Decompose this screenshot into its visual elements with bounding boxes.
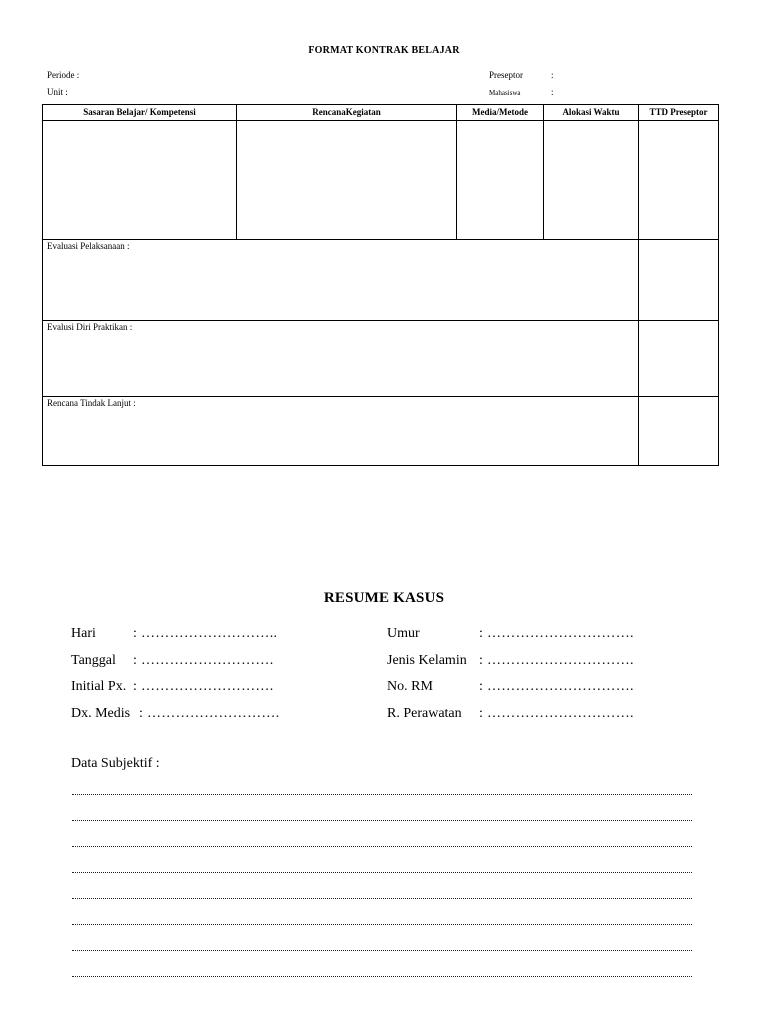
ttd-cell[interactable]	[639, 121, 719, 240]
subjektif-line[interactable]	[72, 975, 692, 977]
col-header-media: Media/Metode	[457, 105, 544, 121]
tanggal-field[interactable]: : ……………………….	[133, 653, 274, 668]
hari-field[interactable]: : ………………………..	[133, 626, 278, 641]
col-header-alokasi: Alokasi Waktu	[544, 105, 639, 121]
jenis-kelamin-label: Jenis Kelamin	[387, 653, 467, 668]
dx-medis-label: Dx. Medis	[71, 706, 131, 721]
mahasiswa-colon: :	[551, 87, 554, 97]
jenis-kelamin-field[interactable]: : ………………………….	[479, 653, 634, 668]
subjektif-line[interactable]	[72, 793, 692, 795]
col-header-sasaran: Sasaran Belajar/ Kompetensi	[43, 105, 237, 121]
rencana-tindak-row	[43, 397, 719, 466]
no-rm-label: No. RM	[387, 679, 433, 694]
subjektif-line[interactable]	[72, 949, 692, 951]
col-header-ttd: TTD Preseptor	[639, 105, 719, 121]
rencana-cell[interactable]	[237, 121, 457, 240]
subjektif-line[interactable]	[72, 897, 692, 899]
subjektif-line[interactable]	[72, 923, 692, 925]
subjektif-line[interactable]	[72, 845, 692, 847]
preseptor-label: Preseptor	[489, 70, 523, 80]
col-header-rencana: RencanaKegiatan	[237, 105, 457, 121]
kontrak-header-row	[43, 105, 719, 121]
alokasi-cell[interactable]	[544, 121, 639, 240]
initial-px-label: Initial Px.	[71, 679, 127, 694]
mahasiswa-label: Mahasiswa	[489, 89, 521, 97]
no-rm-field[interactable]: : ………………………….	[479, 679, 634, 694]
umur-field[interactable]: : ………………………….	[479, 626, 634, 641]
hari-label: Hari	[71, 626, 96, 641]
evaluasi-pelaksanaan-row	[43, 240, 719, 321]
initial-px-field[interactable]: : ……………………….	[133, 679, 274, 694]
periode-label: Periode :	[47, 70, 80, 80]
evaluasi-diri-ttd-cell[interactable]	[639, 321, 719, 397]
r-perawatan-field[interactable]: : ………………………….	[479, 706, 634, 721]
evaluasi-diri-row	[43, 321, 719, 397]
preseptor-colon: :	[551, 70, 554, 80]
kegiatan-row	[43, 121, 719, 240]
resume-title: RESUME KASUS	[323, 590, 445, 606]
umur-label: Umur	[387, 626, 420, 641]
rencana-tindak-label: Rencana Tindak Lanjut :	[47, 398, 136, 408]
dx-medis-field[interactable]: : ……………………….	[139, 706, 280, 721]
evaluasi-diri-label: Evalusi Diri Praktikan :	[47, 322, 133, 332]
unit-label: Unit :	[47, 87, 68, 97]
kontrak-table	[42, 104, 719, 466]
tanggal-label: Tanggal	[71, 653, 116, 668]
sasaran-cell[interactable]	[43, 121, 237, 240]
media-cell[interactable]	[457, 121, 544, 240]
evaluasi-pelaksanaan-label: Evaluasi Pelaksanaan :	[47, 241, 130, 251]
evaluasi-pelaksanaan-ttd-cell[interactable]	[639, 240, 719, 321]
kontrak-title: FORMAT KONTRAK BELAJAR	[308, 45, 460, 56]
rencana-tindak-ttd-cell[interactable]	[639, 397, 719, 466]
rencana-tindak-cell[interactable]	[43, 397, 639, 466]
evaluasi-diri-cell[interactable]	[43, 321, 639, 397]
subjektif-line[interactable]	[72, 871, 692, 873]
data-subjektif-label: Data Subjektif :	[71, 756, 160, 771]
evaluasi-pelaksanaan-cell[interactable]	[43, 240, 639, 321]
r-perawatan-label: R. Perawatan	[387, 706, 462, 721]
subjektif-line[interactable]	[72, 819, 692, 821]
